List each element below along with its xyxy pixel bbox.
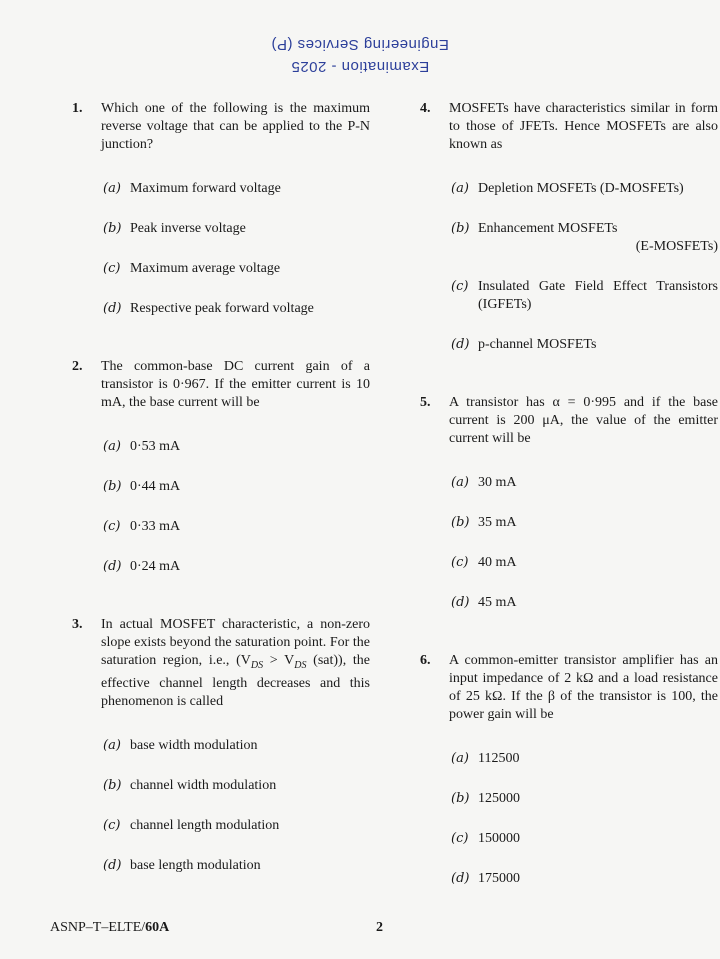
option-c[interactable]: (c) 150000 [451, 831, 520, 846]
option-b[interactable]: (b) Enhancement MOSFETs (E-MOSFETs) [451, 221, 718, 254]
option-d[interactable]: (d) base length modulation [103, 857, 261, 873]
question-number: 1. [72, 101, 83, 116]
option-c[interactable]: (c) Maximum average voltage [103, 261, 281, 276]
question-number: 2. [72, 359, 83, 374]
option-c[interactable]: (c) channel length modulation [103, 817, 280, 833]
question-text: A transistor has α = 0·995 and if the base current is 200 μA, the value of the emitter current will be [449, 395, 718, 446]
question-text: The common-base DC current gain of a transistor is 0·967. If the emitter current is 10 mA, the base current will be [101, 359, 370, 410]
option-d[interactable]: (d) Respective peak forward voltage [103, 301, 314, 316]
question-text: Which one of the following is the maximum reverse voltage that can be applied to the P-N junction? [101, 101, 370, 152]
right-column [420, 96, 718, 888]
question-5 [420, 394, 718, 612]
question-number: 6. [420, 653, 431, 668]
option-b[interactable]: (b) Peak inverse voltage [103, 221, 246, 236]
option-d[interactable]: (d) 0·24 mA [103, 559, 181, 574]
option-d[interactable]: (d) p-channel MOSFETs [451, 337, 597, 352]
question-2 [72, 358, 370, 576]
option-c[interactable]: (c) 40 mA [451, 555, 517, 570]
question-1 [72, 100, 370, 318]
option-b[interactable]: (b) 35 mA [451, 515, 517, 530]
option-c[interactable]: (c) 0·33 mA [103, 519, 181, 534]
page-number: 2 [376, 920, 383, 935]
left-column [72, 96, 370, 875]
question-3 [72, 616, 370, 875]
question-4 [420, 100, 718, 354]
option-a[interactable]: (a) base width modulation [103, 737, 258, 753]
question-text: MOSFETs have characteristics similar in form to those of JFETs. Hence MOSFETs are also known as [449, 101, 718, 152]
question-number: 3. [72, 617, 83, 632]
option-a[interactable]: (a) 112500 [451, 751, 520, 766]
option-a[interactable]: (a) Depletion MOSFETs (D-MOSFETs) [451, 181, 684, 196]
option-b[interactable]: (b) channel width modulation [103, 777, 277, 793]
question-number: 5. [420, 395, 431, 410]
question-text: In actual MOSFET characteristic, a non-zero slope exists beyond the saturation point. For the saturation region, i.e., ($V_{DS} > V_{DS}$ (sat)), the effective channel length decreases and this phenomenon is called [101, 617, 370, 709]
option-d[interactable]: (d) 175000 [451, 871, 520, 886]
question-text: A common-emitter transistor amplifier has an input impedance of 2 kΩ and a load resistance of 25 kΩ. If the β of the transistor is 100, the power gain will be [449, 653, 718, 722]
option-a[interactable]: (a) 0·53 mA [103, 439, 181, 454]
option-b[interactable]: (b) 125000 [451, 791, 520, 806]
option-d[interactable]: (d) 45 mA [451, 595, 517, 610]
option-a[interactable]: (a) Maximum forward voltage [103, 181, 281, 196]
option-c[interactable]: (c) Insulated Gate Field Effect Transistors (IGFETs) [451, 279, 718, 312]
exam-stamp-line2: Examination - 2025 [290, 58, 430, 75]
option-a[interactable]: (a) 30 mA [451, 475, 517, 490]
booklet-code: ASNP–T–ELTE/60A [50, 920, 170, 935]
question-number: 4. [420, 101, 431, 116]
option-b[interactable]: (b) 0·44 mA [103, 479, 181, 494]
exam-stamp-line1: Engineering Services (P) [271, 36, 449, 53]
question-6 [420, 652, 718, 888]
